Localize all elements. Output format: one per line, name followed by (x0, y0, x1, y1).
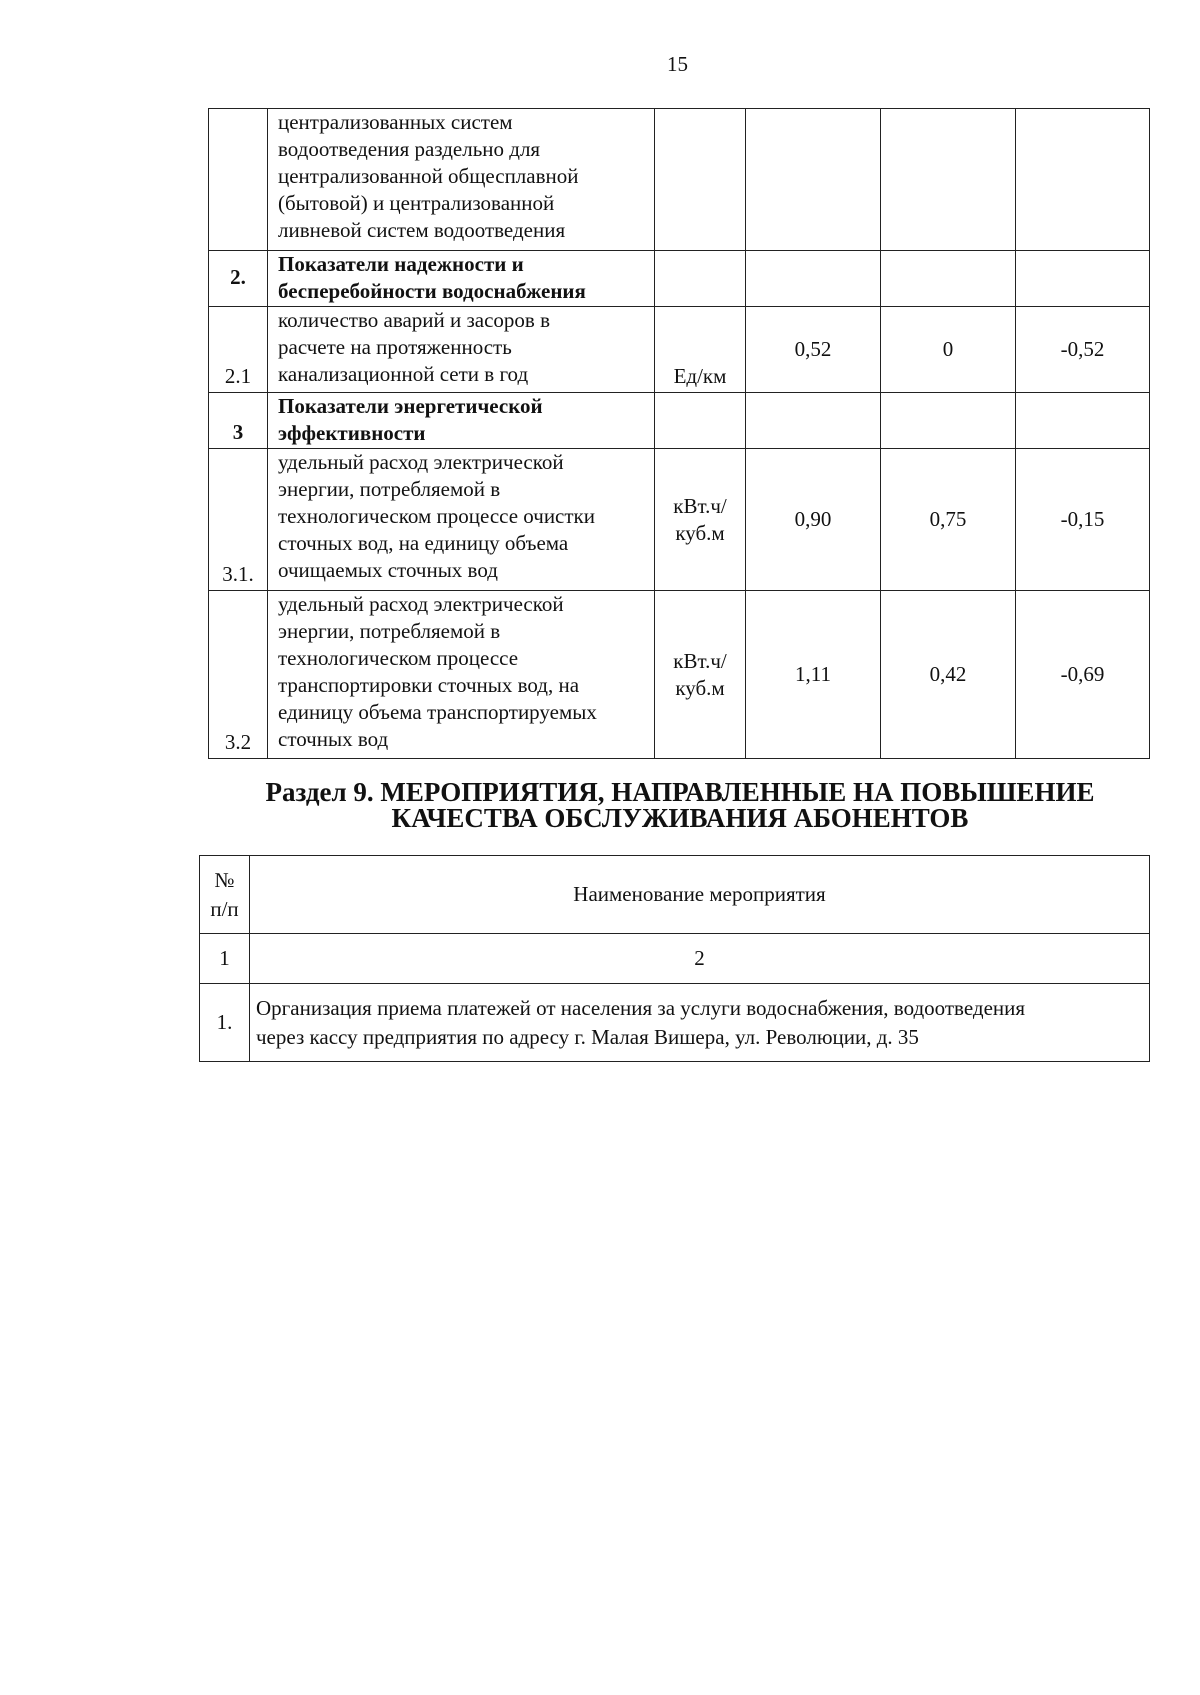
page-number: 15 (667, 52, 688, 76)
row-number: 3.1. (209, 449, 268, 591)
plan-value: 0,42 (881, 591, 1016, 759)
unit-cell (655, 251, 746, 307)
unit-cell (655, 109, 746, 251)
indicator-name: удельный расход электрической энергии, потребляемой в технологическом процессе очистки сточных вод, на единицу объема очищаемых сточных вод (268, 449, 655, 591)
plan-value (881, 251, 1016, 307)
section-row (209, 251, 1150, 307)
unit-cell: Ед/км (655, 307, 746, 393)
plan-value (881, 393, 1016, 449)
base-value (746, 393, 881, 449)
delta-value: -0,15 (1016, 449, 1150, 591)
unit-cell: кВт.ч/ куб.м (655, 449, 746, 591)
table-row (209, 307, 1150, 393)
section-heading (200, 779, 1160, 831)
section-heading-line-1: Раздел 9. МЕРОПРИЯТИЯ, НАПРАВЛЕННЫЕ НА ПОВЫШЕНИЕ (265, 777, 1095, 807)
measures-table (199, 855, 1150, 1062)
base-value: 0,90 (746, 449, 881, 591)
section-heading-line-2: КАЧЕСТВА ОБСЛУЖИВАНИЯ АБОНЕНТОВ (391, 803, 969, 833)
header-number: № п/п (200, 856, 250, 934)
index-name: 2 (250, 934, 1150, 984)
table-row (209, 591, 1150, 759)
table-row (209, 449, 1150, 591)
section-number: 2. (209, 251, 268, 307)
measure-name: Организация приема платежей от населения за услуги водоснабжения, водоотведения через кассу предприятия по адресу г. Малая Вишера, ул. Революции, д. 35 (250, 984, 1150, 1062)
table-row (200, 984, 1150, 1062)
section-title: Показатели надежности и бесперебойности водоснабжения (268, 251, 655, 307)
section-number: 3 (209, 393, 268, 449)
indicator-name: удельный расход электрической энергии, потребляемой в технологическом процессе транспортировки сточных вод, на единицу объема транспортируемых сточных вод (268, 591, 655, 759)
section-row (209, 393, 1150, 449)
base-value (746, 109, 881, 251)
measures-header-row (200, 856, 1150, 934)
delta-value: -0,69 (1016, 591, 1150, 759)
section-title: Показатели энергетической эффективности (268, 393, 655, 449)
delta-value (1016, 109, 1150, 251)
index-number: 1 (200, 934, 250, 984)
unit-cell (655, 393, 746, 449)
base-value: 1,11 (746, 591, 881, 759)
header-name: Наименование мероприятия (250, 856, 1150, 934)
row-number: 2.1 (209, 307, 268, 393)
indicator-name: количество аварий и засоров в расчете на протяженность канализационной сети в год (268, 307, 655, 393)
delta-value (1016, 393, 1150, 449)
measure-number: 1. (200, 984, 250, 1062)
table-row (209, 109, 1150, 251)
base-value (746, 251, 881, 307)
row-number (209, 109, 268, 251)
delta-value (1016, 251, 1150, 307)
row-number: 3.2 (209, 591, 268, 759)
delta-value: -0,52 (1016, 307, 1150, 393)
base-value: 0,52 (746, 307, 881, 393)
unit-cell: кВт.ч/ куб.м (655, 591, 746, 759)
plan-value: 0 (881, 307, 1016, 393)
indicator-name: централизованных систем водоотведения раздельно для централизованной общесплавной (бытовой) и централизованной ливневой систем водоотведения (268, 109, 655, 251)
plan-value (881, 109, 1016, 251)
measures-index-row (200, 934, 1150, 984)
indicators-table (208, 108, 1150, 759)
plan-value: 0,75 (881, 449, 1016, 591)
